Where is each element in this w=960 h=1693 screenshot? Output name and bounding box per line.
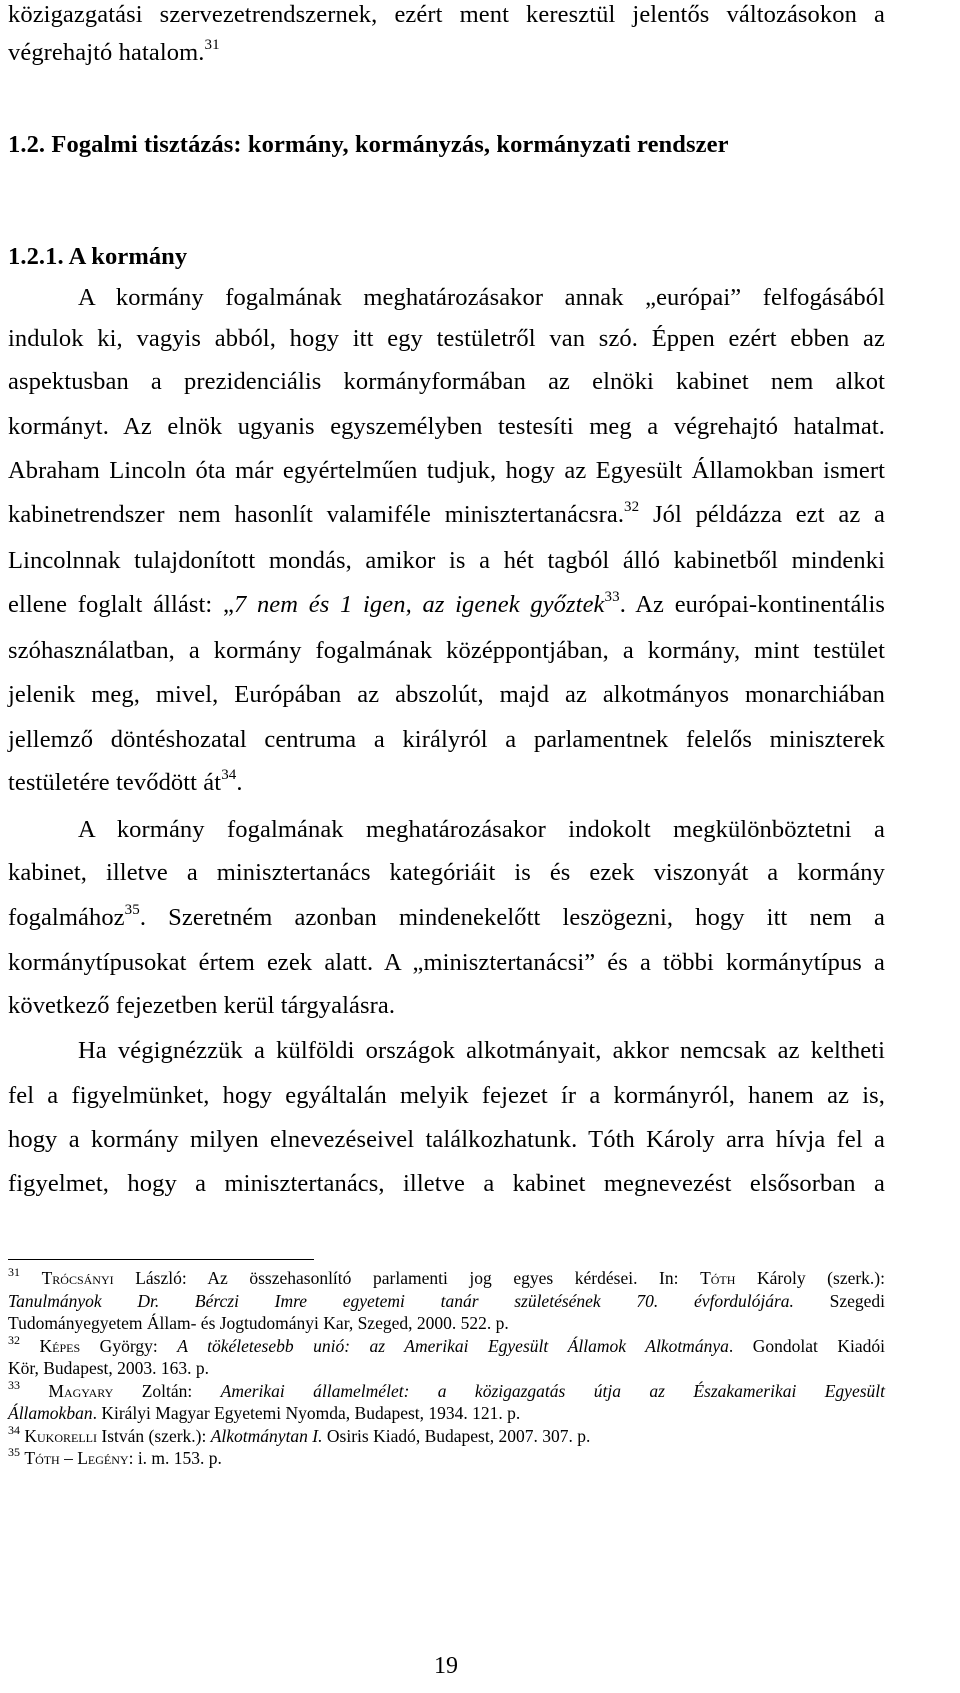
p1-line-3: aspektusban a prezidenciális kormányformában az elnöki kabinet nem alkot — [8, 368, 885, 395]
footnote-number: 32 — [8, 1332, 20, 1347]
footnote-title: Tanulmányok Dr. Bérczi Imre egyetemi tanár születésének 70. évfordulójára. — [8, 1290, 794, 1311]
footnote-text: Kör, Budapest, 2003. 163. p. — [8, 1358, 210, 1378]
subsection-heading: 1.2.1. A kormány — [8, 243, 188, 270]
footnote-title: Amerikai államelmélet: a közigazgatás útja az Északamerikai Egyesült — [220, 1380, 885, 1401]
footnote-ref-34: 34 — [221, 766, 237, 783]
p1-line-12-text-b: . — [236, 769, 243, 796]
p3-line-2: fel a figyelmünket, hogy egyáltalán melyik fejezet ír a kormányról, hanem az is, — [8, 1082, 885, 1109]
footnote-number: 35 — [8, 1445, 20, 1460]
footnote-author: Tóth — [700, 1268, 736, 1288]
footnote-31-line-2 — [8, 1291, 885, 1312]
footnote-text: László: Az összehasonlító parlamenti jog egyes kérdései. In: — [113, 1268, 701, 1288]
footnote-text: Szegedi — [793, 1290, 885, 1311]
p2-line-3 — [8, 903, 885, 933]
footnote-text: : i. m. 153. p. — [128, 1448, 222, 1468]
p1-line-12 — [8, 768, 885, 798]
p1-line-8-text-a: ellene foglalt állást: „ — [8, 591, 234, 618]
footnote-author: Kukorelli — [24, 1425, 98, 1446]
footnote-ref-35: 35 — [124, 901, 140, 918]
footnote-number: 34 — [8, 1422, 20, 1437]
footnote-32-line-2 — [8, 1358, 885, 1379]
footnote-text — [20, 1381, 48, 1401]
footnote-text: . Királyi Magyar Egyetemi Nyomda, Budapest, 1934. 121. p. — [92, 1403, 521, 1423]
footnote-ref-31: 31 — [204, 36, 220, 53]
footnote-31-line-3 — [8, 1313, 885, 1334]
footnote-text: Osiris Kiadó, Budapest, 2007. 307. p. — [322, 1425, 591, 1446]
footnote-number: 31 — [8, 1265, 20, 1280]
p2-line-3-text-b: . Szeretném azonban mindenekelőtt leszögezni, hogy itt nem a — [139, 904, 885, 931]
footnote-text: Zoltán: — [113, 1380, 221, 1401]
footnote-33-line-1 — [8, 1377, 885, 1402]
intro-line-2-text: végrehajtó hatalom. — [8, 39, 205, 66]
p2-line-3-text-a: fogalmához — [8, 904, 125, 931]
footnote-title: Államokban — [8, 1403, 93, 1423]
p3-line-3: hogy a kormány milyen elnevezéseivel találkozhatunk. Tóth Károly arra hívja fel a — [8, 1126, 885, 1153]
p1-line-2: indulok ki, vagyis abból, hogy itt egy testületről van szó. Éppen ezért ebben az — [8, 325, 885, 352]
p3-line-1: Ha végignézzük a külföldi országok alkotmányait, akkor nemcsak az keltheti — [78, 1037, 885, 1064]
p1-line-6-text-a: kabinetrendszer nem hasonlít valamiféle minisztertanácsra. — [8, 501, 625, 528]
p1-line-8 — [8, 590, 885, 620]
p2-line-2: kabinet, illetve a minisztertanács kategóriáit is és ezek viszonyát a kormány — [8, 859, 885, 886]
page-number: 19 — [434, 1653, 458, 1679]
footnote-author: Tóth – Legény — [24, 1448, 129, 1468]
footnote-33-line-2 — [8, 1403, 885, 1424]
section-heading: 1.2. Fogalmi tisztázás: kormány, kormányzás, kormányzati rendszer — [8, 131, 729, 158]
intro-line-1: közigazgatási szervezetrendszernek, ezért ment keresztül jelentős változásokon a — [8, 1, 885, 28]
footnote-text — [20, 1268, 42, 1288]
footnote-31-line-1 — [8, 1265, 885, 1289]
footnote-text: . Gondolat Kiadói — [728, 1335, 886, 1356]
p1-line-9: szóhasználatban, a kormány fogalmának középpontjában, a kormány, mint testület — [8, 637, 885, 664]
p2-line-4: kormánytípusokat értem ezek alatt. A „minisztertanácsi” és a többi kormánytípus a — [8, 949, 885, 976]
footnote-35-line-1 — [8, 1445, 885, 1469]
footnote-title: A tökéletesebb unió: az Amerikai Egyesült Államok Alkotmánya — [177, 1335, 729, 1356]
intro-line-2 — [8, 38, 885, 68]
footnote-text — [20, 1336, 40, 1356]
footnote-ref-32: 32 — [624, 498, 640, 515]
p1-line-4: kormányt. Az elnök ugyanis egyszemélyben testesíti meg a végrehajtó hatalmat. — [8, 413, 885, 440]
p1-line-12-text-a: testületére tevődött át — [8, 769, 222, 796]
p1-line-1: A kormány fogalmának meghatározásakor annak „európai” felfogásából — [78, 284, 885, 311]
footnote-author: Képes — [39, 1335, 81, 1356]
footnote-34-line-1 — [8, 1422, 885, 1447]
footnote-ref-33: 33 — [604, 588, 620, 605]
footnote-separator — [8, 1259, 314, 1260]
footnote-author: Magyary — [48, 1380, 114, 1401]
footnote-author: Trócsányi — [41, 1268, 114, 1288]
p1-line-8-text-b: . Az európai-kontinentális — [619, 591, 885, 618]
p3-line-4: figyelmet, hogy a minisztertanács, illetve a kabinet megnevezést elsősorban a — [8, 1170, 885, 1197]
lincoln-quote: 7 nem és 1 igen, az igenek győztek — [233, 591, 605, 618]
p1-line-11: jellemző döntéshozatal centruma a királyról a parlamentnek felelős miniszterek — [8, 726, 885, 753]
p1-line-6-text-b: Jól példázza ezt az a — [639, 501, 885, 528]
p1-line-10: jelenik meg, mivel, Európában az abszolút, majd az alkotmányos monarchiában — [8, 681, 885, 708]
p2-line-1: A kormány fogalmának meghatározásakor indokolt megkülönböztetni a — [78, 816, 885, 843]
p1-line-5: Abraham Lincoln óta már egyértelműen tudjuk, hogy az Egyesült Államokban ismert — [8, 457, 885, 484]
p2-line-5: következő fejezetben kerül tárgyalásra. — [8, 992, 396, 1019]
footnote-number: 33 — [8, 1377, 20, 1392]
footnote-title: Alkotmánytan I. — [210, 1425, 323, 1446]
footnote-text: Tudományegyetem Állam- és Jogtudományi Kar, Szeged, 2000. 522. p. — [8, 1313, 509, 1333]
p1-line-6 — [8, 500, 885, 530]
footnote-text: István (szerk.): — [97, 1425, 211, 1446]
p1-line-7: Lincolnnak tulajdonított mondás, amikor is a hét tagból álló kabinetből mindenki — [8, 547, 885, 574]
footnote-text: Károly (szerk.): — [735, 1268, 885, 1288]
footnote-32-line-1 — [8, 1332, 886, 1357]
footnote-text: György: — [80, 1335, 178, 1356]
